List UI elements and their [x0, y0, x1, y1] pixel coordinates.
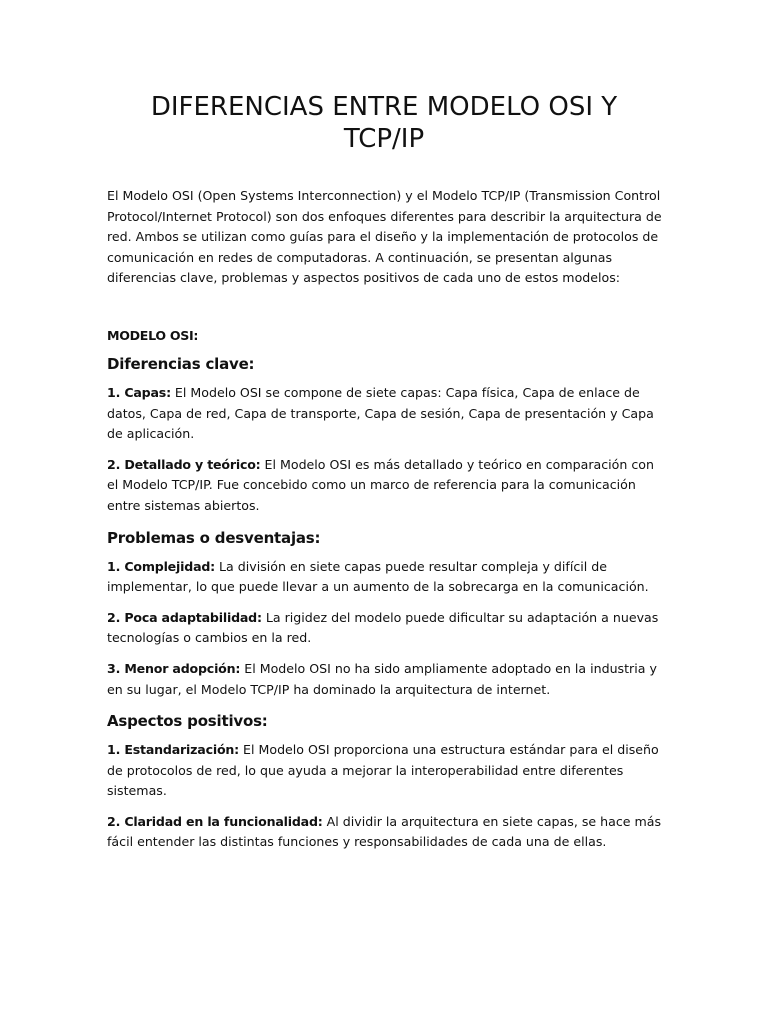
- item-text: El Modelo OSI es más detallado y teórico en comparación con el Modelo TCP/IP. Fue concebido como un marco de referencia para la comunicación entre sistemas abiertos.: [107, 456, 654, 513]
- intro-paragraph: El Modelo OSI (Open Systems Interconnection) y el Modelo TCP/IP (Transmission Control Protocol/Internet Protocol) son dos enfoques diferentes para describir la arquitectura de red. Ambos se utilizan como guías para el diseño y la implementación de protocolos de comunicación en redes de computadoras. A continuación, se presentan algunas diferencias clave, problemas y aspectos positivos de cada uno de estos modelos:: [107, 188, 662, 286]
- item-text: Al dividir la arquitectura en siete capas, se hace más fácil entender las distintas funciones y responsabilidades de cada una de ellas.: [107, 813, 662, 850]
- difference-item: [107, 383, 667, 445]
- heading-positives: Aspectos positivos:: [107, 712, 268, 731]
- section-label-osi: MODELO OSI:: [107, 327, 199, 343]
- heading-differences: Diferencias clave:: [107, 354, 255, 373]
- item-text: El Modelo OSI no ha sido ampliamente adoptado en la industria y en su lugar, el Modelo TCP/IP ha dominado la arquitectura de internet.: [107, 660, 657, 697]
- heading-problems: Problemas o desventajas:: [107, 528, 321, 547]
- document-title: DIFERENCIAS ENTRE MODELO OSI Y TCP/IP: [150, 92, 618, 154]
- positive-item: [107, 812, 667, 853]
- positive-item: [107, 740, 667, 802]
- item-label: 2. Detallado y teórico:: [107, 456, 261, 472]
- document-body: [107, 186, 667, 863]
- item-label: 1. Estandarización:: [107, 742, 240, 758]
- item-text: La rigidez del modelo puede dificultar su adaptación a nuevas tecnologías o cambios en la red.: [107, 609, 659, 646]
- difference-item: [107, 455, 667, 517]
- problem-item: [107, 557, 667, 598]
- item-label: 2. Claridad en la funcionalidad:: [107, 813, 323, 829]
- item-text: El Modelo OSI proporciona una estructura estándar para el diseño de protocolos de red, lo que ayuda a mejorar la interoperabilidad entre diferentes sistemas.: [107, 742, 659, 799]
- item-label: 2. Poca adaptabilidad:: [107, 609, 262, 625]
- item-text: La división en siete capas puede resultar compleja y difícil de implementar, lo que puede llevar a un aumento de la sobrecarga en la comunicación.: [107, 558, 649, 595]
- problem-item: [107, 608, 667, 649]
- problem-item: [107, 659, 667, 700]
- item-label: 3. Menor adopción:: [107, 660, 241, 676]
- item-label: 1. Complejidad:: [107, 558, 216, 574]
- item-text: El Modelo OSI se compone de siete capas: Capa física, Capa de enlace de datos, Capa de red, Capa de transporte, Capa de sesión, Capa de presentación y Capa de aplicación.: [107, 384, 654, 442]
- item-label: 1. Capas:: [107, 384, 171, 400]
